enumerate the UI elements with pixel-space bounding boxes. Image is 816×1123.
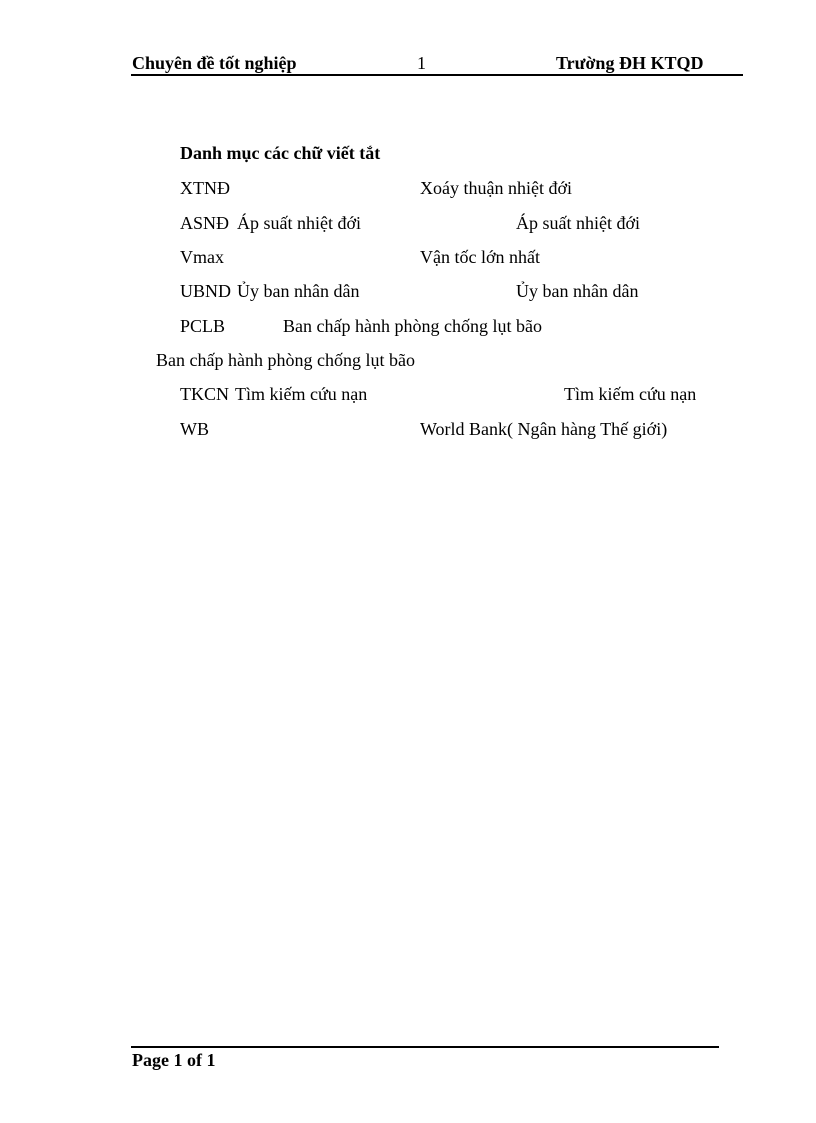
header-right-title: Trường ĐH KTQD — [556, 53, 704, 73]
header-left-title: Chuyên đề tốt nghiệp — [132, 53, 297, 73]
abbr-asnd: ASNĐ — [180, 213, 230, 233]
abbr-ubnd: UBND — [180, 281, 232, 301]
header-rule — [131, 74, 743, 76]
footer-page-count: Page 1 of 1 — [132, 1050, 216, 1070]
meaning-vmax: Vận tốc lớn nhất — [420, 247, 540, 267]
header-page-number: 1 — [417, 53, 426, 73]
meaning-wb: World Bank( Ngân hàng Thế giới) — [420, 419, 668, 439]
abbr-vmax: Vmax — [180, 247, 224, 267]
inline-asnd: Áp suất nhiệt đới — [237, 213, 362, 233]
inline-pclb: Ban chấp hành phòng chống lụt bão — [283, 316, 542, 336]
abbreviations-title: Danh mục các chữ viết tắt — [180, 143, 381, 163]
abbr-xtnd: XTNĐ — [180, 178, 230, 198]
meaning-xtnd: Xoáy thuận nhiệt đới — [420, 178, 572, 198]
abbr-wb: WB — [180, 419, 209, 439]
abbr-tkcn: TKCN — [180, 384, 229, 404]
inline-ubnd: Ủy ban nhân dân — [237, 281, 360, 301]
meaning-ubnd: Ủy ban nhân dân — [516, 281, 639, 301]
meaning-tkcn: Tìm kiếm cứu nạn — [564, 384, 697, 404]
meaning-asnd: Áp suất nhiệt đới — [516, 213, 641, 233]
footer-rule — [131, 1046, 719, 1048]
abbr-pclb: PCLB — [180, 316, 226, 336]
meaning-pclb: Ban chấp hành phòng chống lụt bão — [156, 350, 415, 370]
inline-tkcn: Tìm kiếm cứu nạn — [235, 384, 368, 404]
